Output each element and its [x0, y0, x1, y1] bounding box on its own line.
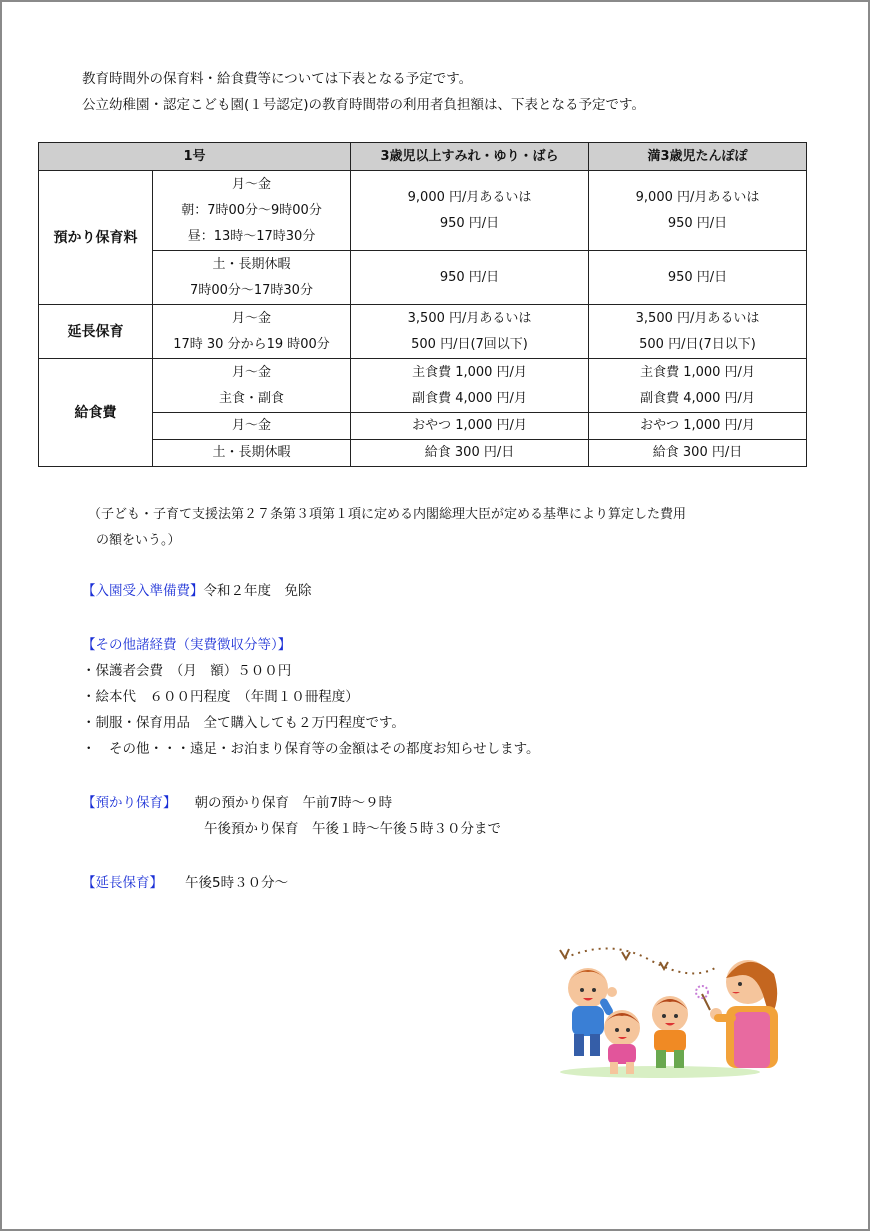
fee-cell: 950 円/日 [351, 251, 589, 305]
entrance-fee-section [82, 578, 312, 604]
row-label-encho: 延長保育 [39, 305, 153, 359]
time-line: 月～金 [232, 176, 272, 192]
azukari-line-2: 午後預かり保育 午後１時～午後５時３０分まで [204, 821, 501, 837]
fee-cell [351, 171, 589, 251]
footnote-line-1: （子ども・子育て支援法第２７条第３項第１項に定める内閣総理大臣が定める基準により算定した費用 [88, 507, 687, 522]
table-row [39, 251, 807, 305]
intro-text [82, 66, 645, 118]
list-item: ・絵本代 ６００円程度 （年間１０冊程度） [82, 689, 359, 705]
fee-line: 950 円/日 [439, 215, 500, 231]
time-line: 主食・副食 [219, 390, 285, 406]
time-line: 月～金 [232, 310, 272, 326]
fee-line: 3,500 円/月あるいは [407, 310, 532, 326]
table-row [39, 440, 807, 467]
fee-line: 500 円/日(7回以下) [411, 336, 528, 352]
fee-cell [351, 359, 589, 413]
footnote-line-2: の額をいう。） [96, 533, 181, 548]
list-item: ・制服・保育用品 全て購入しても２万円程度です。 [82, 715, 405, 731]
other-costs-label: 【その他諸経費（実費徴収分等）】 [82, 637, 292, 653]
time-cell [153, 305, 351, 359]
fee-line: 9,000 円/月あるいは [407, 189, 532, 205]
table-header-row [39, 143, 807, 171]
fee-cell: おやつ 1,000 円/月 [589, 413, 807, 440]
time-line: 7時00分～17時30分 [190, 282, 313, 298]
encho-text: 午後5時３０分～ [185, 875, 289, 891]
intro-line-2: 公立幼稚園・認定こども園(１号認定)の教育時間帯の利用者負担額は、下表となる予定です。 [82, 97, 645, 113]
time-line: 昼：13時～17時30分 [187, 228, 316, 244]
time-cell [153, 359, 351, 413]
time-cell [153, 251, 351, 305]
fee-line: 主食費 1,000 円/月 [640, 364, 755, 380]
table-row [39, 305, 807, 359]
fee-line: 9,000 円/月あるいは [635, 189, 760, 205]
time-line: 土・長期休暇 [212, 256, 291, 272]
fee-line: 副食費 4,000 円/月 [640, 390, 755, 406]
time-cell: 土・長期休暇 [153, 440, 351, 467]
list-item: ・保護者会費 （月 額）５００円 [82, 663, 292, 679]
fee-cell [589, 359, 807, 413]
header-age-full3: 満3歳児たんぽぽ [589, 143, 807, 171]
table-row [39, 171, 807, 251]
azukari-line-1: 朝の預かり保育 午前7時～９時 [194, 795, 393, 811]
row-label-azukari: 預かり保育料 [39, 171, 153, 305]
entrance-label: 【入園受入準備費】 [82, 583, 204, 599]
table-row [39, 413, 807, 440]
other-costs-section [82, 632, 540, 762]
row-label-kyushoku: 給食費 [39, 359, 153, 467]
fee-cell [589, 171, 807, 251]
fee-cell: 給食 300 円/日 [589, 440, 807, 467]
fee-line: 950 円/日 [667, 215, 728, 231]
intro-line-1: 教育時間外の保育料・給食費等については下表となる予定です。 [82, 71, 473, 87]
time-cell: 月～金 [153, 413, 351, 440]
azukari-section [82, 790, 501, 842]
fee-cell: おやつ 1,000 円/月 [351, 413, 589, 440]
fee-cell: 950 円/日 [589, 251, 807, 305]
encho-section [82, 870, 288, 896]
entrance-text: 令和２年度 免除 [203, 583, 312, 599]
azukari-label: 【預かり保育】 [82, 795, 177, 811]
list-item: ・ その他・・・遠足・お泊まり保育等の金額はその都度お知らせします。 [82, 741, 540, 757]
time-line: 朝：7時00分～9時00分 [181, 202, 322, 218]
fee-line: 500 円/日(7日以下) [639, 336, 756, 352]
table-row [39, 359, 807, 413]
fee-cell [589, 305, 807, 359]
header-category: 1号 [39, 143, 351, 171]
fee-cell: 給食 300 円/日 [351, 440, 589, 467]
time-line: 月～金 [232, 364, 272, 380]
fee-line: 副食費 4,000 円/月 [412, 390, 527, 406]
time-cell [153, 171, 351, 251]
encho-label: 【延長保育】 [82, 875, 163, 891]
fee-table [38, 142, 807, 467]
fee-line: 主食費 1,000 円/月 [412, 364, 527, 380]
header-age3plus: 3歳児以上すみれ・ゆり・ばら [351, 143, 589, 171]
fee-cell [351, 305, 589, 359]
fee-line: 3,500 円/月あるいは [635, 310, 760, 326]
children-playing-illustration [550, 940, 800, 1082]
footnote [88, 502, 808, 554]
time-line: 17時 30 分から19 時00分 [173, 336, 330, 352]
